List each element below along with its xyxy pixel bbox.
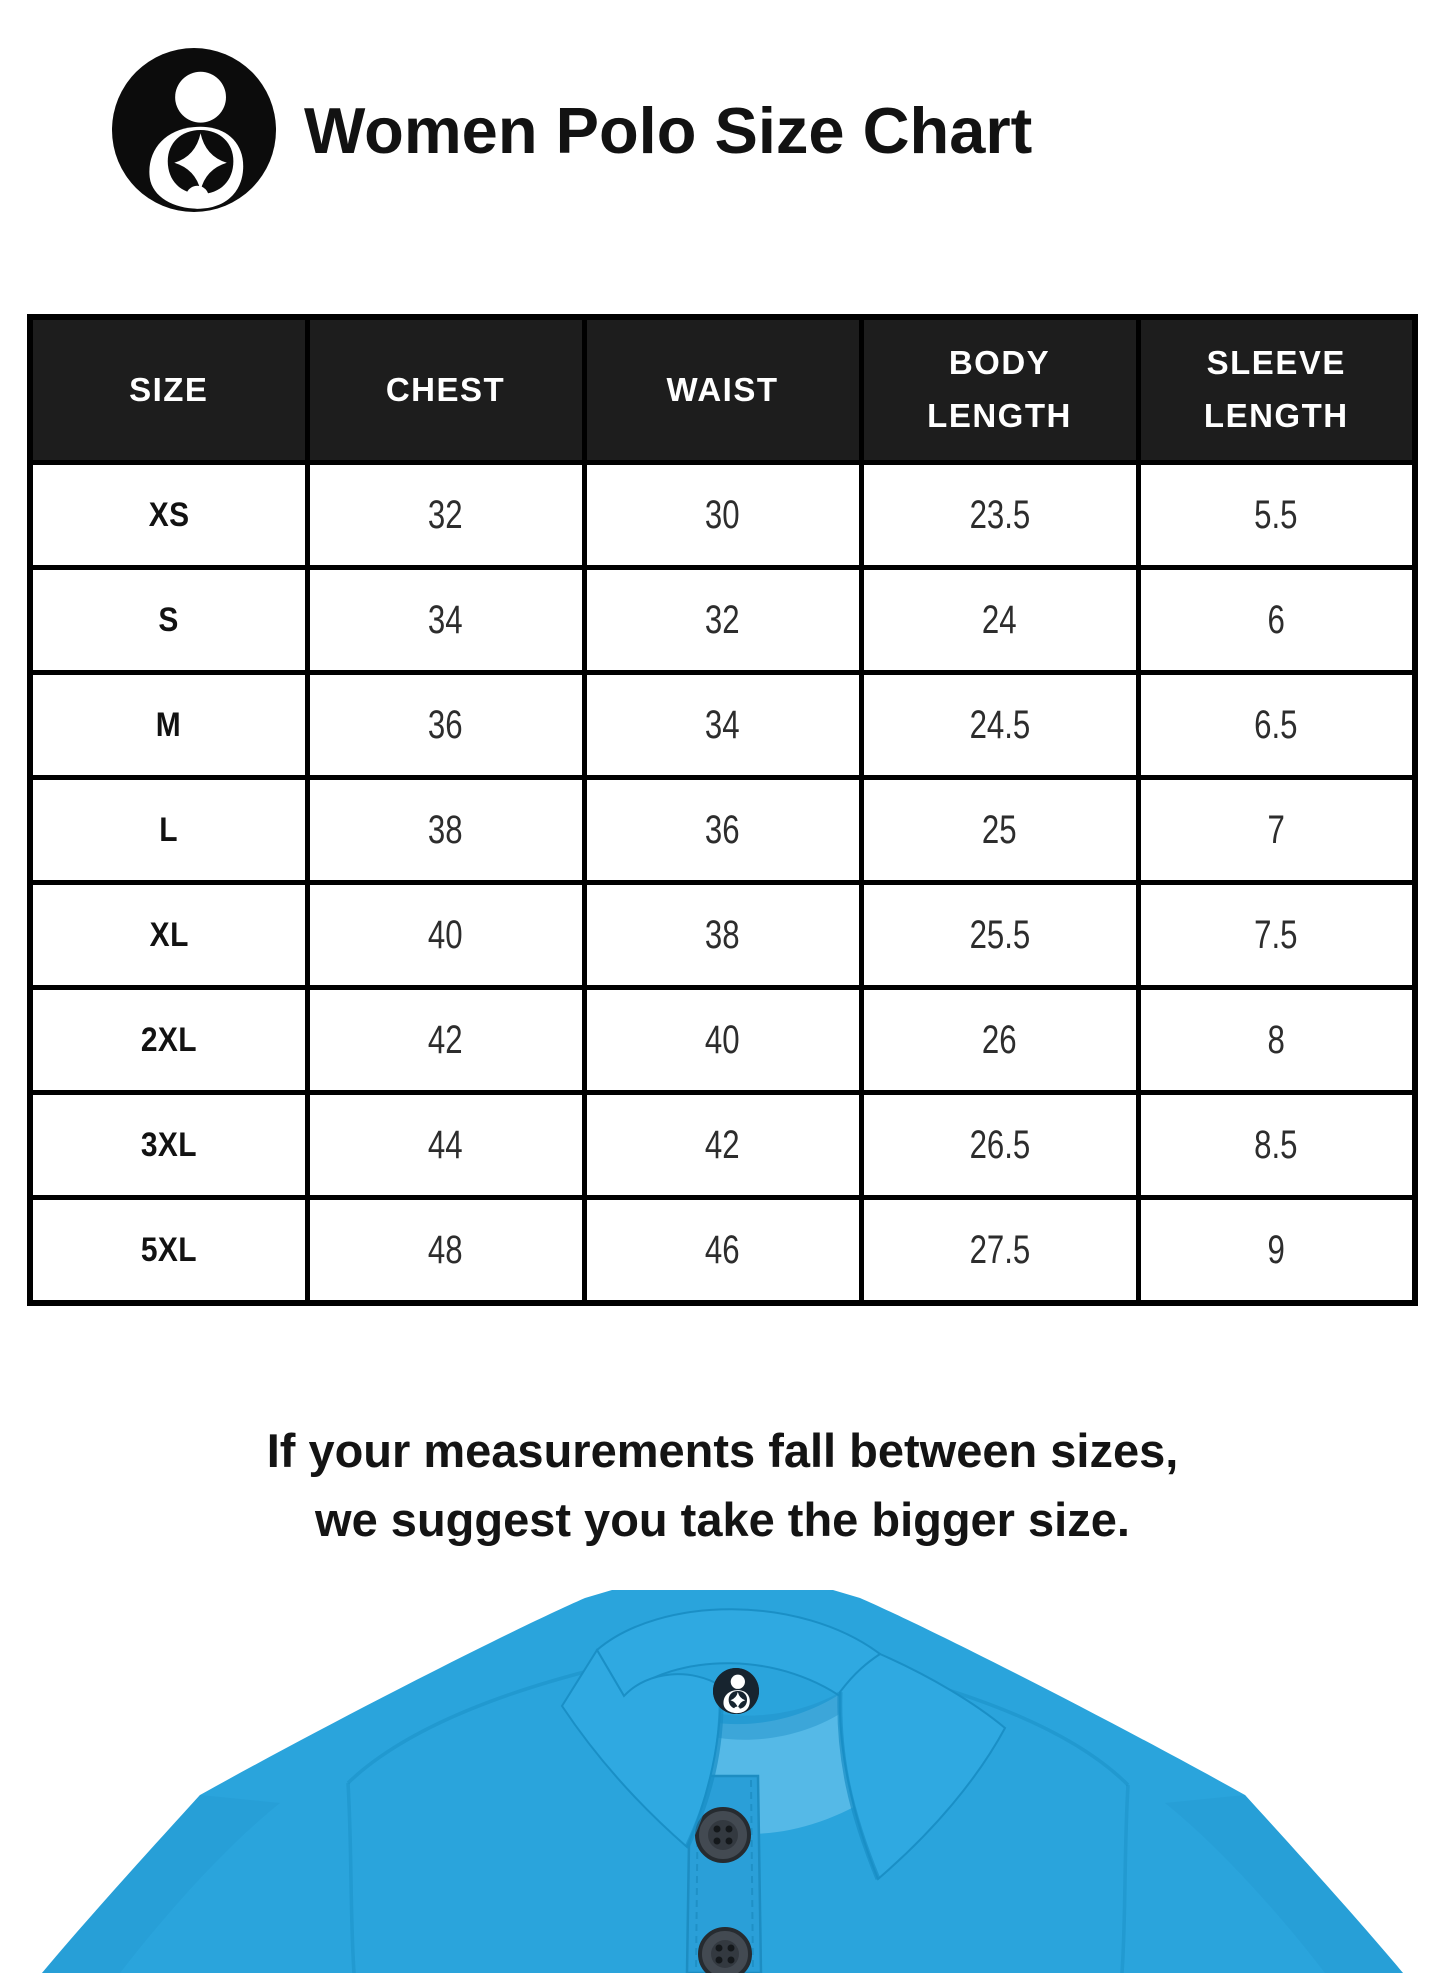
waist-cell bbox=[584, 568, 861, 673]
neck-label-logo-icon bbox=[713, 1668, 759, 1714]
sleeve-length-value: 6.5 bbox=[1254, 702, 1298, 747]
table-row-xs bbox=[30, 463, 1415, 568]
body-length-cell bbox=[861, 883, 1138, 988]
column-header-chest bbox=[307, 317, 584, 463]
column-header-label: WAIST bbox=[666, 370, 779, 408]
waist-value: 30 bbox=[705, 492, 740, 537]
chest-value: 34 bbox=[428, 597, 463, 642]
size-label: L bbox=[159, 810, 179, 849]
waist-cell bbox=[584, 1093, 861, 1198]
chest-cell bbox=[307, 568, 584, 673]
waist-cell bbox=[584, 1198, 861, 1304]
sleeve-length-value: 8 bbox=[1267, 1017, 1285, 1062]
page-title: Women Polo Size Chart bbox=[304, 93, 1033, 167]
size-chart-table-wrapper bbox=[27, 314, 1418, 1306]
sleeve-length-value: 9 bbox=[1267, 1227, 1285, 1272]
size-chart-table bbox=[27, 314, 1418, 1306]
waist-value: 42 bbox=[705, 1122, 740, 1167]
fit-note-line1: If your measurements fall between sizes, bbox=[266, 1424, 1179, 1477]
body-length-cell bbox=[861, 673, 1138, 778]
body-length-cell bbox=[861, 778, 1138, 883]
body-length-cell bbox=[861, 463, 1138, 568]
column-header-label: SLEEVE LENGTH bbox=[1203, 344, 1349, 434]
sleeve-length-cell bbox=[1138, 463, 1415, 568]
chest-value: 32 bbox=[428, 492, 463, 537]
size-cell bbox=[30, 673, 307, 778]
sleeve-length-value: 5.5 bbox=[1254, 492, 1298, 537]
column-header-body-length bbox=[861, 317, 1138, 463]
sleeve-length-cell bbox=[1138, 1093, 1415, 1198]
chest-value: 48 bbox=[428, 1227, 463, 1272]
chest-cell bbox=[307, 463, 584, 568]
size-cell bbox=[30, 988, 307, 1093]
body-length-value: 26 bbox=[982, 1017, 1017, 1062]
table-row-xl bbox=[30, 883, 1415, 988]
chest-value: 38 bbox=[428, 807, 463, 852]
sleeve-length-cell bbox=[1138, 778, 1415, 883]
waist-value: 34 bbox=[705, 702, 740, 747]
size-label: M bbox=[156, 705, 182, 744]
chest-cell bbox=[307, 1093, 584, 1198]
body-length-value: 25 bbox=[982, 807, 1017, 852]
table-row-5xl bbox=[30, 1198, 1415, 1304]
body-length-cell bbox=[861, 1093, 1138, 1198]
waist-value: 32 bbox=[705, 597, 740, 642]
column-header-label: BODY LENGTH bbox=[927, 344, 1072, 434]
size-cell bbox=[30, 883, 307, 988]
waist-value: 40 bbox=[705, 1017, 740, 1062]
brand-logo-icon bbox=[112, 48, 276, 212]
polo-button-bottom bbox=[700, 1929, 750, 1973]
size-cell bbox=[30, 1093, 307, 1198]
sleeve-length-value: 7 bbox=[1267, 807, 1285, 852]
chest-cell bbox=[307, 673, 584, 778]
waist-value: 46 bbox=[705, 1227, 740, 1272]
page-root bbox=[0, 46, 1445, 1973]
fit-note-line2: we suggest you take the bigger size. bbox=[315, 1493, 1130, 1547]
sleeve-length-cell bbox=[1138, 673, 1415, 778]
chest-cell bbox=[307, 778, 584, 883]
size-label: 5XL bbox=[140, 1230, 197, 1269]
size-cell bbox=[30, 778, 307, 883]
sleeve-length-cell bbox=[1138, 568, 1415, 673]
size-cell bbox=[30, 568, 307, 673]
body-length-cell bbox=[861, 1198, 1138, 1304]
sleeve-length-value: 7.5 bbox=[1254, 912, 1298, 957]
table-row-l bbox=[30, 778, 1415, 883]
waist-value: 36 bbox=[705, 807, 740, 852]
size-label: 2XL bbox=[140, 1020, 197, 1059]
waist-value: 38 bbox=[705, 912, 740, 957]
sleeve-length-cell bbox=[1138, 1198, 1415, 1304]
chest-value: 36 bbox=[428, 702, 463, 747]
body-length-cell bbox=[861, 568, 1138, 673]
table-row-2xl bbox=[30, 988, 1415, 1093]
table-header-row bbox=[30, 317, 1415, 463]
polo-button-top bbox=[697, 1809, 749, 1861]
table-row-m bbox=[30, 673, 1415, 778]
chest-cell bbox=[307, 883, 584, 988]
size-label: XL bbox=[149, 915, 189, 954]
size-label: 3XL bbox=[140, 1125, 197, 1164]
waist-cell bbox=[584, 463, 861, 568]
size-cell bbox=[30, 463, 307, 568]
waist-cell bbox=[584, 988, 861, 1093]
column-header-label: SIZE bbox=[129, 370, 209, 408]
body-length-value: 24.5 bbox=[969, 702, 1030, 747]
chest-value: 42 bbox=[428, 1017, 463, 1062]
table-row-s bbox=[30, 568, 1415, 673]
waist-cell bbox=[584, 883, 861, 988]
body-length-value: 27.5 bbox=[969, 1227, 1030, 1272]
column-header-sleeve-length bbox=[1138, 317, 1415, 463]
size-cell bbox=[30, 1198, 307, 1304]
chest-value: 44 bbox=[428, 1122, 463, 1167]
column-header-waist bbox=[584, 317, 861, 463]
body-length-value: 23.5 bbox=[969, 492, 1030, 537]
body-length-value: 24 bbox=[982, 597, 1017, 642]
waist-cell bbox=[584, 778, 861, 883]
chest-cell bbox=[307, 1198, 584, 1304]
sleeve-length-value: 6 bbox=[1267, 597, 1285, 642]
body-length-value: 26.5 bbox=[969, 1122, 1030, 1167]
fit-note bbox=[0, 1416, 1445, 1554]
page-header bbox=[112, 46, 1445, 214]
polo-shirt-product-image bbox=[0, 1588, 1445, 1973]
body-length-cell bbox=[861, 988, 1138, 1093]
sleeve-length-value: 8.5 bbox=[1254, 1122, 1298, 1167]
chest-value: 40 bbox=[428, 912, 463, 957]
sleeve-length-cell bbox=[1138, 883, 1415, 988]
column-header-label: CHEST bbox=[385, 370, 506, 408]
body-length-value: 25.5 bbox=[969, 912, 1030, 957]
size-label: XS bbox=[148, 495, 190, 534]
column-header-size bbox=[30, 317, 307, 463]
chest-cell bbox=[307, 988, 584, 1093]
size-label: S bbox=[158, 600, 179, 639]
sleeve-length-cell bbox=[1138, 988, 1415, 1093]
waist-cell bbox=[584, 673, 861, 778]
table-row-3xl bbox=[30, 1093, 1415, 1198]
